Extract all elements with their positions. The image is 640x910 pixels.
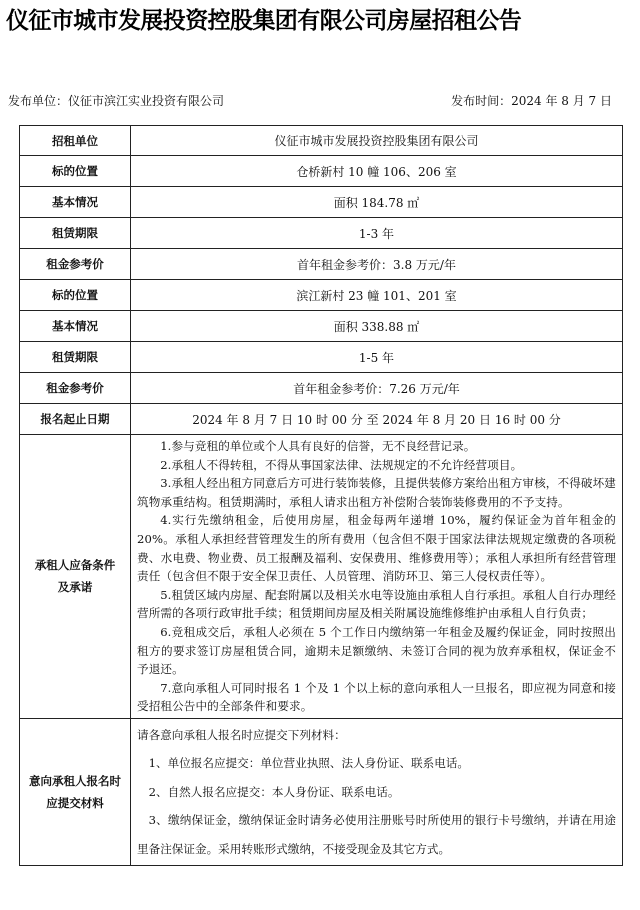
row-value: 首年租金参考价：3.8 万元/年: [131, 249, 623, 280]
row-label: 租金参考价: [20, 249, 131, 280]
table-row: [20, 156, 623, 187]
row-label: 标的位置: [20, 280, 131, 311]
condition-item: 7.意向承租人可同时报名 1 个及 1 个以上标的意向承租人一旦报名，即应视为同意和接受招租公告中的全部条件和要求。: [137, 680, 616, 714]
row-label: 招租单位: [20, 126, 131, 156]
notice-table: [19, 125, 623, 866]
conditions-content: [131, 435, 623, 719]
table-row: [20, 187, 623, 218]
row-label: 报名起止日期: [20, 404, 131, 435]
condition-item: 6.竞租成交后，承租人必须在 5 个工作日内缴纳第一年租金及履约保证金，同时按照出租方的要求签订房屋租赁合同，逾期未足额缴纳、未签订合同的视为放弃承租权，保证金不予退还。: [137, 624, 616, 677]
row-value: 仓桥新村 10 幢 106、206 室: [131, 156, 623, 187]
row-value: 2024 年 8 月 7 日 10 时 00 分 至 2024 年 8 月 20 日 16 时 00 分: [131, 404, 623, 435]
condition-item: 2.承租人不得转租，不得从事国家法律、法规规定的不允许经营项目。: [160, 457, 523, 472]
row-label: 基本情况: [20, 187, 131, 218]
materials-label-line: 应提交材料: [46, 796, 104, 811]
condition-item: 4.实行先缴纳租金，后使用房屋，租金每两年递增 10%，履约保证金为首年租金的 20%。承租人承担经营管理发生的所有费用（包含但不限于国家法律法规规定缴费的各项税费、水电费、物业费、员工报酬及福利、安保费用、维修费用等）；承租人承担所有经营管理责任（包含但不限于安全保卫责任、人员管理、消防环卫、第三人侵权责任等）。: [137, 513, 616, 584]
publish-time-text: 发布时间：2024 年 8 月 7 日: [451, 94, 612, 108]
row-value: 1-3 年: [131, 218, 623, 249]
table-row: [20, 249, 623, 280]
row-value: 首年租金参考价：7.26 万元/年: [131, 373, 623, 404]
row-value: 面积 338.88 ㎡: [131, 311, 623, 342]
condition-item: 1.参与竞租的单位或个人具有良好的信誉，无不良经营记录。: [160, 439, 476, 453]
conditions-label: [20, 435, 131, 719]
conditions-label-line: 承租人应备条件: [34, 558, 116, 573]
table-row: [20, 342, 623, 373]
table-row: [20, 373, 623, 404]
publisher-text: 发布单位：仪征市滨江实业投资有限公司: [8, 94, 225, 108]
condition-item: 5.租赁区域内房屋、配套附属以及相关水电等设施由承租人自行承担。承租人自行办理经营所需的各项行政审批手续；租赁期间房屋及相关附属设施维修维护由承租人自行负责；: [137, 587, 616, 621]
material-item: 1、单位报名应提交：单位营业执照、法人身份证、联系电话。: [148, 756, 470, 771]
table-row: [20, 280, 623, 311]
table-row: [20, 126, 623, 156]
row-value: 滨江新村 23 幢 101、201 室: [131, 280, 623, 311]
condition-item: 3.承租人经出租方同意后方可进行装饰装修，且提供装修方案给出租方审核，不得破坏建筑物承重结构。租赁期满时，承租人请求出租方补偿附合装饰装修费用的不予支持。: [137, 476, 616, 509]
material-item: 3、缴纳保证金，缴纳保证金时请务必使用注册账号时所使用的银行卡号缴纳，并请在用途里备注保证金。采用转账形式缴纳，不接受现金及其它方式。: [137, 813, 616, 856]
material-item: 请各意向承租人报名时应提交下列材料：: [137, 727, 346, 742]
materials-content: [131, 718, 623, 866]
table-row: [20, 218, 623, 249]
row-label: 租金参考价: [20, 373, 131, 404]
row-label: 基本情况: [20, 311, 131, 342]
material-item: 2、自然人报名应提交：本人身份证、联系电话。: [148, 784, 400, 799]
table-row: [20, 311, 623, 342]
row-label: 租赁期限: [20, 342, 131, 373]
materials-row: [20, 718, 623, 866]
row-value: 仪征市城市发展投资控股集团有限公司: [131, 126, 623, 156]
materials-label: [20, 718, 131, 866]
row-label: 租赁期限: [20, 218, 131, 249]
conditions-row: [20, 435, 623, 719]
conditions-label-line: 及承诺: [57, 580, 93, 595]
row-value: 1-5 年: [131, 342, 623, 373]
row-label: 标的位置: [20, 156, 131, 187]
page-title: 仪征市城市发展投资控股集团有限公司房屋招租公告: [6, 8, 522, 34]
row-value: 面积 184.78 ㎡: [131, 187, 623, 218]
materials-label-line: 意向承租人报名时: [29, 774, 121, 789]
table-row: [20, 404, 623, 435]
